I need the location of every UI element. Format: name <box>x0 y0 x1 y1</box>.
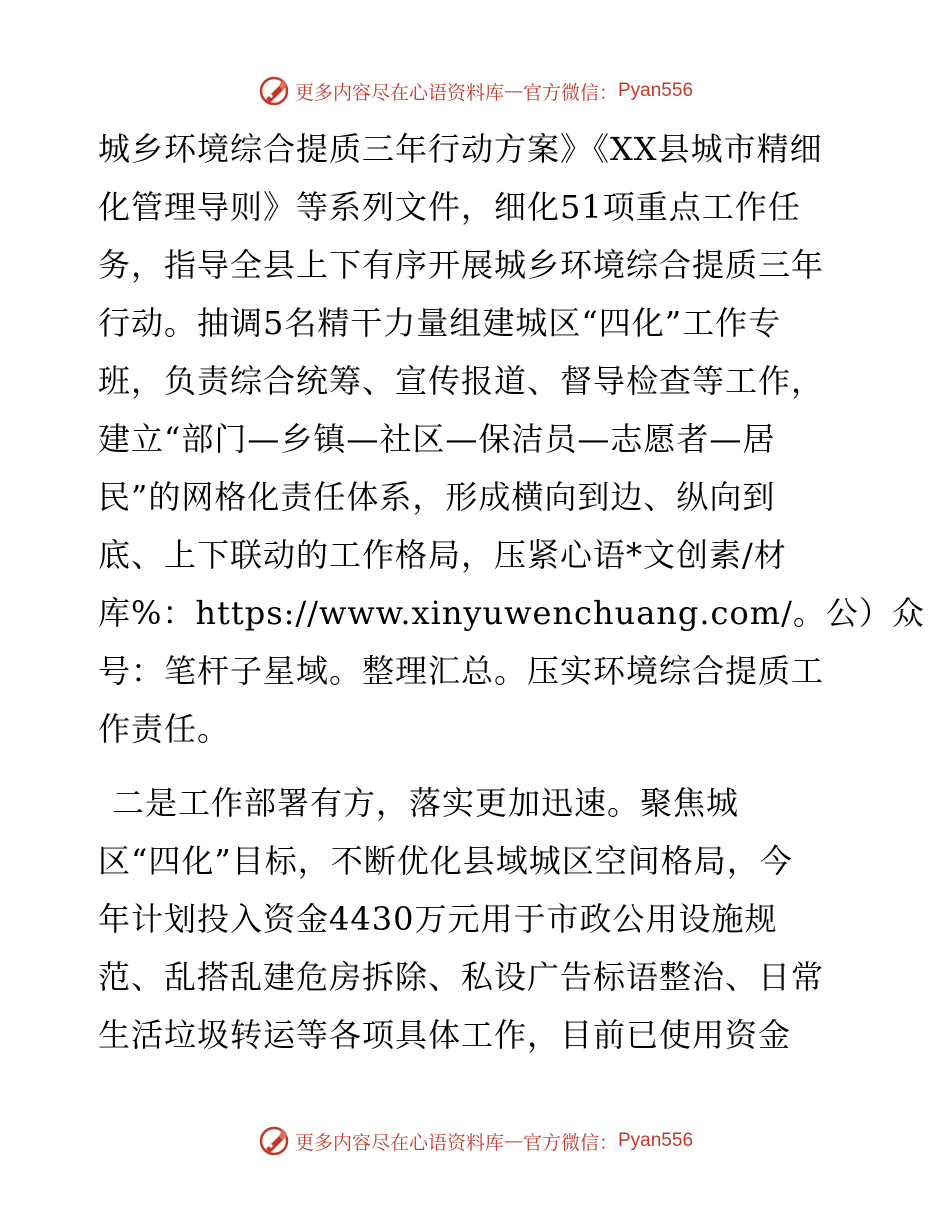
text-line: 年计划投入资金4430万元用于市政公用设施规 <box>98 900 778 938</box>
text-line: 化管理导则》等系列文件，细化51项重点工作任 <box>98 188 801 226</box>
text-line: 城乡环境综合提质三年行动方案》《XX县城市精细 <box>98 130 823 168</box>
watermark-wechat-label: 官方微信： <box>522 81 618 104</box>
text-line: 区“四化”目标，不断优化县域城区空间格局，今 <box>98 842 793 880</box>
watermark-dash: — <box>503 80 523 102</box>
pen-nib-logo-icon <box>257 74 291 108</box>
watermark-wechat-id: Pyan556 <box>618 1130 694 1151</box>
text-line: 二是工作部署有方，落实更加迅速。聚焦城 <box>112 784 740 822</box>
text-line: 生活垃圾转运等各项具体工作，目前已使用资金 <box>98 1016 792 1054</box>
text-line: 行动。抽调5名精干力量组建城区“四化”工作专 <box>98 304 782 342</box>
text-line: 建立“部门—乡镇—社区—保洁员—志愿者—居 <box>98 420 776 458</box>
text-line: 作责任。 <box>98 710 231 748</box>
text-line: 底、上下联动的工作格局，压紧心语*文创素/材 <box>98 536 787 574</box>
text-line: 范、乱搭乱建危房拆除、私设广告标语整治、日常 <box>98 958 825 996</box>
body-paragraph-2 <box>98 774 858 1064</box>
footer-watermark <box>0 1124 950 1158</box>
text-line: 库%：https://www.xinyuwenchuang.com/。公）众 <box>98 594 925 632</box>
watermark-main-text: 更多内容尽在心语资料库 <box>294 81 504 104</box>
text-line: 班，负责综合统筹、宣传报道、督导检查等工作， <box>98 362 825 400</box>
body-paragraph-1 <box>98 120 925 758</box>
pen-nib-logo-icon <box>257 1124 291 1158</box>
watermark-dash: — <box>503 1130 523 1152</box>
text-line: 务，指导全县上下有序开展城乡环境综合提质三年 <box>98 246 825 284</box>
text-line: 号：笔杆子星域。整理汇总。压实环境综合提质工 <box>98 652 825 690</box>
watermark-wechat-label: 官方微信： <box>522 1131 618 1154</box>
header-watermark <box>0 74 950 108</box>
watermark-wechat-id: Pyan556 <box>618 80 694 101</box>
text-line: 民”的网格化责任体系，形成横向到边、纵向到 <box>98 478 776 516</box>
watermark-main-text: 更多内容尽在心语资料库 <box>294 1131 504 1154</box>
